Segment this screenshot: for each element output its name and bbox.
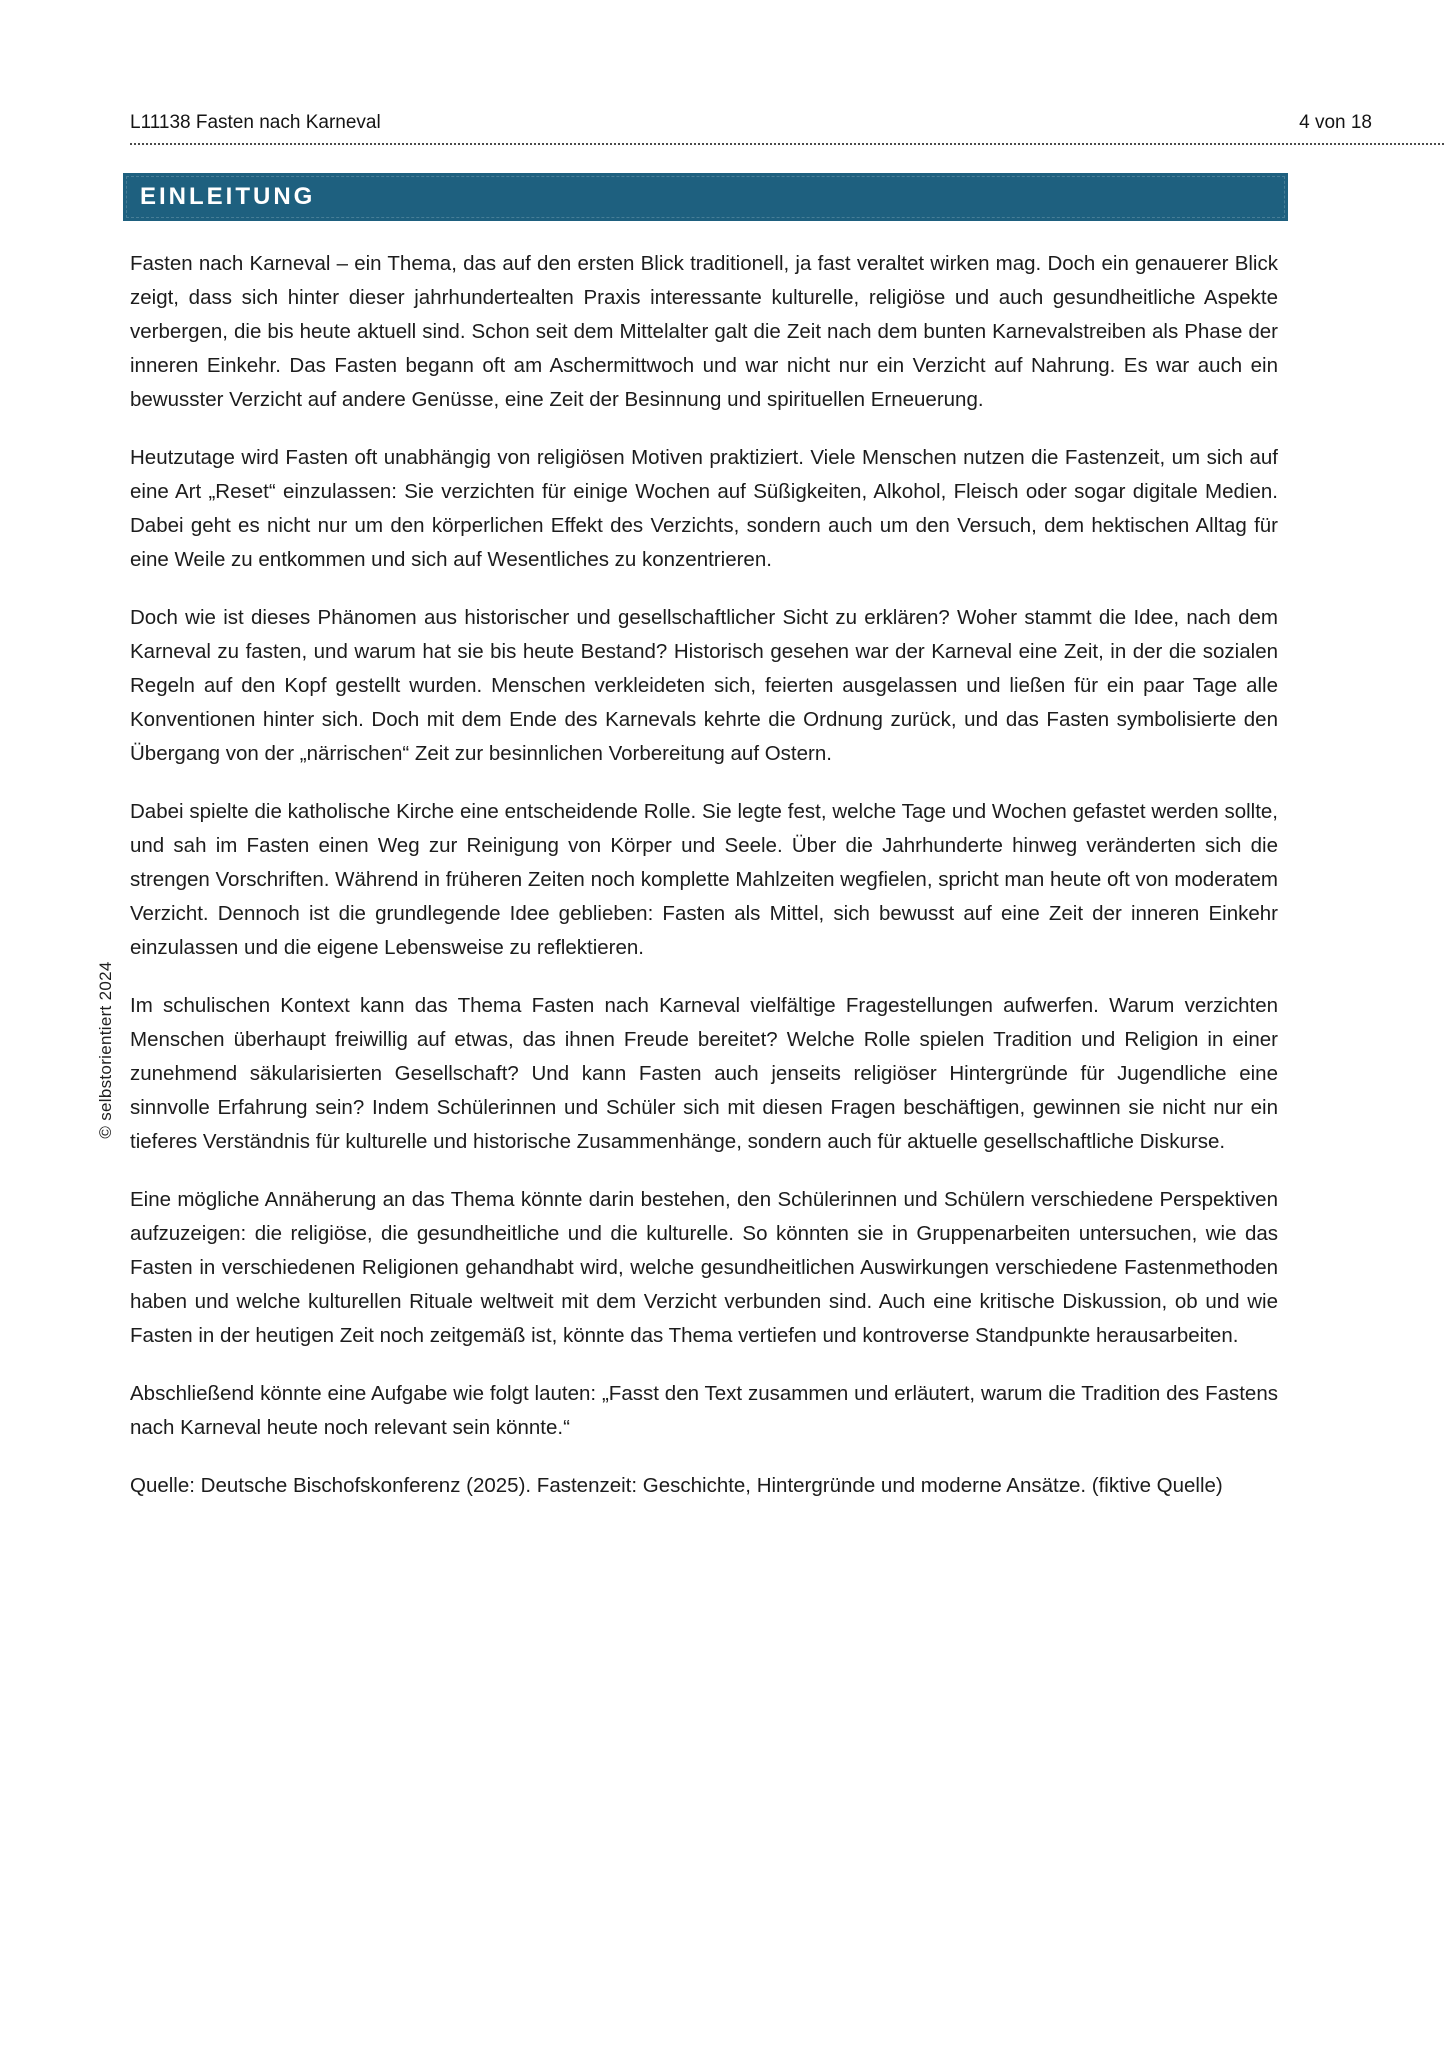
body-paragraph: Doch wie ist dieses Phänomen aus historischer und gesellschaftlicher Sicht zu erklären? Woher stammt die Idee, nach dem Karneval zu fasten, und warum hat sie bis heute Bestand? Historisch gesehen war der Karneval eine Zeit, in der die sozialen Regeln auf den Kopf gestellt wurden. Menschen verkleideten sich, feierten ausgelassen und ließen für ein paar Tage alle Konventionen hinter sich. Doch mit dem Ende des Karnevals kehrte die Ordnung zurück, und das Fasten symbolisierte den Übergang von der „närrischen“ Zeit zur besinnlichen Vorbereitung auf Ostern.	[130, 605, 1278, 765]
body-paragraph: Dabei spielte die katholische Kirche eine entscheidende Rolle. Sie legte fest, welche Tage und Wochen gefastet werden sollte, und sah im Fasten einen Weg zur Reinigung von Körper und Seele. Über die Jahrhunderte hinweg veränderten sich die strengen Vorschriften. Während in früheren Zeiten noch komplette Mahlzeiten wegfielen, spricht man heute oft von moderatem Verzicht. Dennoch ist die grundlegende Idee geblieben: Fasten als Mittel, sich bewusst auf eine Zeit der inneren Einkehr einzulassen und die eigene Lebensweise zu reflektieren.	[130, 799, 1278, 959]
body-paragraph: Im schulischen Kontext kann das Thema Fasten nach Karneval vielfältige Fragestellungen aufwerfen. Warum verzichten Menschen überhaupt freiwillig auf etwas, das ihnen Freude bereitet? Welche Rolle spielen Tradition und Religion in einer zunehmend säkularisierten Gesellschaft? Und kann Fasten auch jenseits religiöser Hintergründe für Jugendliche eine sinnvolle Erfahrung sein? Indem Schülerinnen und Schüler sich mit diesen Fragen beschäftigen, gewinnen sie nicht nur ein tieferes Verständnis für kulturelle und historische Zusammenhänge, sondern auch für aktuelle gesellschaftliche Diskurse.	[130, 993, 1278, 1153]
section-banner	[123, 173, 1288, 221]
copyright-vertical-text: © selbstorientiert 2024	[96, 961, 115, 1139]
body-text	[130, 247, 1278, 1503]
page-number: 4 von 18	[1299, 112, 1372, 133]
body-paragraph: Eine mögliche Annäherung an das Thema könnte darin bestehen, den Schülerinnen und Schülern verschiedene Perspektiven aufzuzeigen: die religiöse, die gesundheitliche und die kulturelle. So könnten sie in Gruppenarbeiten untersuchen, wie das Fasten in verschiedenen Religionen gehandhabt wird, welche gesundheitlichen Auswirkungen verschiedene Fastenmethoden haben und welche kulturellen Rituale weltweit mit dem Verzicht verbunden sind. Auch eine kritische Diskussion, ob und wie Fasten in der heutigen Zeit noch zeitgemäß ist, könnte das Thema vertiefen und kontroverse Standpunkte herausarbeiten.	[130, 1187, 1278, 1347]
content-area	[130, 173, 1278, 1503]
body-paragraph: Quelle: Deutsche Bischofskonferenz (2025). Fastenzeit: Geschichte, Hintergründe und moderne Ansätze. (fiktive Quelle)	[130, 1473, 1223, 1497]
section-title: EINLEITUNG	[140, 182, 316, 210]
document-code: L11138 Fasten nach Karneval	[130, 112, 381, 133]
body-paragraph: Abschließend könnte eine Aufgabe wie folgt lauten: „Fasst den Text zusammen und erläutert, warum die Tradition des Fastens nach Karneval heute noch relevant sein könnte.“	[130, 1381, 1278, 1439]
page-header	[130, 0, 1444, 145]
body-paragraph: Fasten nach Karneval – ein Thema, das auf den ersten Blick traditionell, ja fast veraltet wirken mag. Doch ein genauerer Blick zeigt, dass sich hinter dieser jahrhundertealten Praxis interessante kulturelle, religiöse und auch gesundheitliche Aspekte verbergen, die bis heute aktuell sind. Schon seit dem Mittelalter galt die Zeit nach dem bunten Karnevalstreiben als Phase der inneren Einkehr. Das Fasten begann oft am Aschermittwoch und war nicht nur ein Verzicht auf Nahrung. Es war auch ein bewusster Verzicht auf andere Genüsse, eine Zeit der Besinnung und spirituellen Erneuerung.	[130, 251, 1278, 411]
body-paragraph: Heutzutage wird Fasten oft unabhängig von religiösen Motiven praktiziert. Viele Menschen nutzen die Fastenzeit, um sich auf eine Art „Reset“ einzulassen: Sie verzichten für einige Wochen auf Süßigkeiten, Alkohol, Fleisch oder sogar digitale Medien. Dabei geht es nicht nur um den körperlichen Effekt des Verzichts, sondern auch um den Versuch, dem hektischen Alltag für eine Weile zu entkommen und sich auf Wesentliches zu konzentrieren.	[130, 445, 1278, 571]
